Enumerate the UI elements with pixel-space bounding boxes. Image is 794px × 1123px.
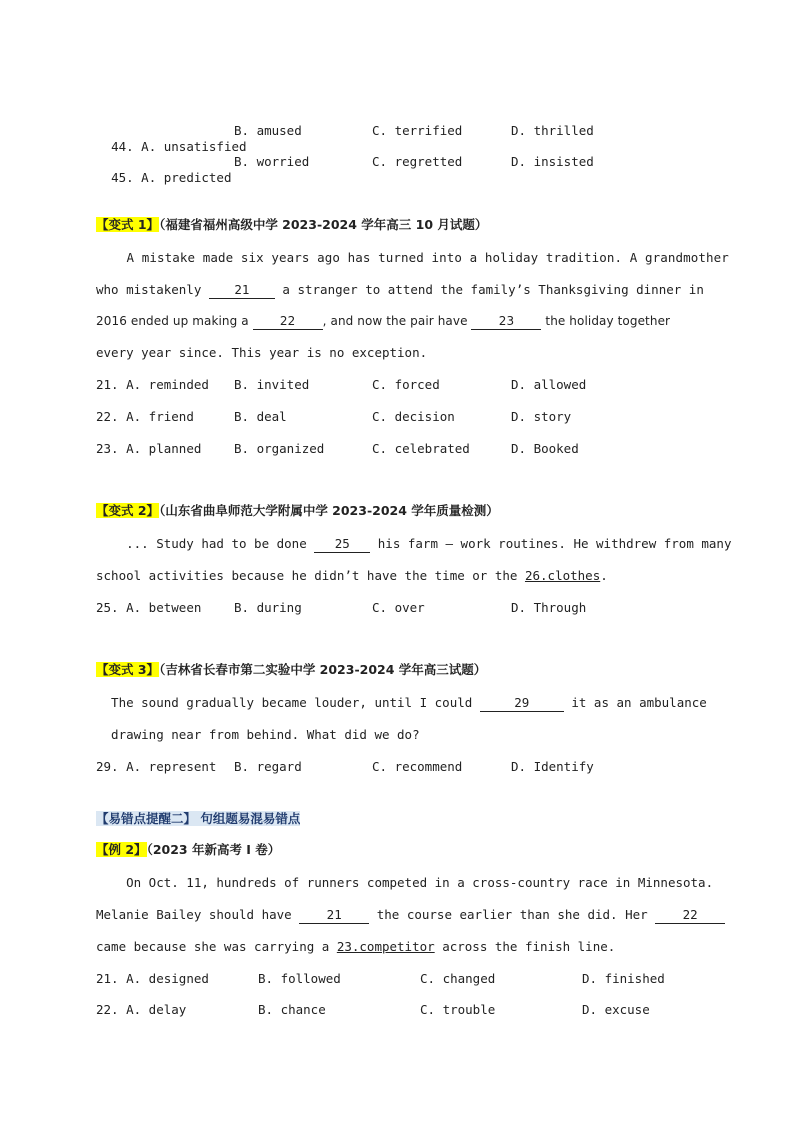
variant1-heading <box>96 216 487 234</box>
q29-option-d: D. Identify <box>511 759 594 774</box>
q25-option-c: C. over <box>372 600 425 615</box>
q22-option-b: B. deal <box>234 409 287 424</box>
variant3-passage-line2: drawing near from behind. What did we do? <box>96 727 420 742</box>
variant1-passage-line3 <box>96 313 670 330</box>
text: his farm – work routines. He withdrew from many <box>370 536 732 551</box>
blank-22: 22 <box>253 313 323 330</box>
answer-23: 23.competitor <box>336 939 435 954</box>
q45-option-a: A. predicted <box>141 170 232 185</box>
blank-25: 25 <box>314 536 370 553</box>
q22-option-b: B. chance <box>258 1002 326 1017</box>
ex2-q21-row <box>96 971 209 987</box>
q23-option-d: D. Booked <box>511 441 579 456</box>
q44-option-c: C. terrified <box>372 123 463 138</box>
text: the holiday together <box>541 314 671 328</box>
text: 2016 ended up making a <box>96 314 253 328</box>
variant1-tag: 【变式 1】 <box>96 217 160 232</box>
text: it as an ambulance <box>563 695 707 710</box>
variant3-tag: 【变式 3】 <box>96 662 160 677</box>
q45-option-c: C. regretted <box>372 154 463 169</box>
text: ... Study had to be done <box>96 536 315 551</box>
text: The sound gradually became louder, until I could <box>96 695 480 710</box>
q22-option-a: A. friend <box>126 409 194 424</box>
v3-q29-row <box>96 759 216 775</box>
v1-q23-row <box>96 441 201 457</box>
q45-row <box>96 154 231 186</box>
q44-option-a: A. unsatisfied <box>141 139 247 154</box>
variant1-source: （福建省福州高级中学 2023-2024 学年高三 10 月试题） <box>159 217 488 232</box>
variant3-passage-line1 <box>96 695 707 712</box>
ex2-q22-row <box>96 1002 186 1018</box>
section2-label: 【易错点提醒二】 句组题易混易错点 <box>96 811 301 826</box>
q22-number: 22. <box>96 409 119 424</box>
q21-number: 21. <box>96 971 119 986</box>
q21-option-c: C. forced <box>372 377 440 392</box>
q25-option-d: D. Through <box>511 600 587 615</box>
q21-option-a: A. reminded <box>126 377 209 392</box>
q22-option-a: A. delay <box>126 1002 187 1017</box>
q29-option-c: C. recommend <box>372 759 463 774</box>
q29-number: 29. <box>96 759 119 774</box>
text: . <box>600 568 608 583</box>
variant2-passage-line2 <box>96 568 608 584</box>
v2-q25-row <box>96 600 201 616</box>
variant1-passage-line4: every year since. This year is no exception. <box>96 345 428 360</box>
q25-number: 25. <box>96 600 119 615</box>
q22-option-d: D. excuse <box>582 1002 650 1017</box>
q44-number: 44. <box>111 139 134 154</box>
q22-option-d: D. story <box>511 409 572 424</box>
q21-option-d: D. allowed <box>511 377 587 392</box>
blank-21: 21 <box>299 907 369 924</box>
v1-q21-row <box>96 377 209 393</box>
q21-option-d: D. finished <box>582 971 665 986</box>
variant3-heading <box>96 661 486 679</box>
q23-option-b: B. organized <box>234 441 325 456</box>
q23-number: 23. <box>96 441 119 456</box>
q23-option-a: A. planned <box>126 441 202 456</box>
q22-number: 22. <box>96 1002 119 1017</box>
text: school activities because he didn’t have the time or the <box>96 568 525 583</box>
example2-passage-line3 <box>96 939 615 955</box>
q21-option-b: B. invited <box>234 377 310 392</box>
variant3-source: （吉林省长春市第二实验中学 2023-2024 学年高三试题） <box>159 662 487 677</box>
text: the course earlier than she did. Her <box>369 907 656 922</box>
variant2-heading <box>96 502 499 520</box>
blank-29: 29 <box>480 695 564 712</box>
q29-option-b: B. regard <box>234 759 302 774</box>
q21-option-a: A. designed <box>126 971 209 986</box>
q21-number: 21. <box>96 377 119 392</box>
q29-option-a: A. represent <box>126 759 217 774</box>
text: who mistakenly <box>96 282 209 297</box>
q44-option-d: D. thrilled <box>511 123 594 138</box>
section2-banner <box>96 810 300 828</box>
text: came because she was carrying a <box>96 939 337 954</box>
variant2-passage-line1 <box>96 536 731 553</box>
q22-option-c: C. trouble <box>420 1002 496 1017</box>
example2-passage-line1: On Oct. 11, hundreds of runners competed in a cross-country race in Minnesota. <box>96 875 714 890</box>
variant1-passage-line1: A mistake made six years ago has turned into a holiday tradition. A grandmother <box>96 250 729 265</box>
q25-option-a: A. between <box>126 600 202 615</box>
v1-q22-row <box>96 409 194 425</box>
q25-option-b: B. during <box>234 600 302 615</box>
variant2-source: （山东省曲阜师范大学附属中学 2023-2024 学年质量检测） <box>159 503 499 518</box>
text: across the finish line. <box>434 939 616 954</box>
q45-option-b: B. worried <box>234 154 310 169</box>
example2-passage-line2 <box>96 907 725 924</box>
variant1-passage-line2 <box>96 282 704 299</box>
q21-option-c: C. changed <box>420 971 496 986</box>
text: Melanie Bailey should have <box>96 907 300 922</box>
q45-option-d: D. insisted <box>511 154 594 169</box>
blank-23: 23 <box>471 313 541 330</box>
blank-22: 22 <box>655 907 725 924</box>
answer-26: 26.clothes <box>524 568 601 583</box>
q23-option-c: C. celebrated <box>372 441 470 456</box>
q21-option-b: B. followed <box>258 971 341 986</box>
example2-source: （2023 年新高考 I 卷） <box>146 842 281 857</box>
blank-21: 21 <box>209 282 275 299</box>
q44-row <box>96 123 247 155</box>
text: a stranger to attend the family’s Thanksgiving dinner in <box>274 282 704 297</box>
text: , and now the pair have <box>322 314 472 328</box>
variant2-tag: 【变式 2】 <box>96 503 160 518</box>
q22-option-c: C. decision <box>372 409 455 424</box>
q44-option-b: B. amused <box>234 123 302 138</box>
example2-heading <box>96 841 280 859</box>
q45-number: 45. <box>111 170 134 185</box>
example2-tag: 【例 2】 <box>96 842 147 857</box>
